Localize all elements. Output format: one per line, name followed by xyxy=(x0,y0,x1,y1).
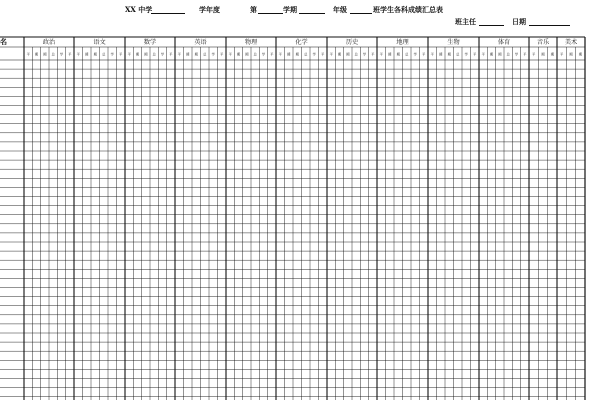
sub-header-label: 平 xyxy=(278,52,282,57)
subject-header: 化学 xyxy=(295,39,308,46)
sub-header-label: 总 xyxy=(506,52,510,57)
sub-header-label: 期 xyxy=(346,52,350,57)
sub-header-label: 期 xyxy=(337,52,342,57)
subject-header: 地理 xyxy=(396,39,409,46)
sub-header-label: 期 xyxy=(34,52,39,57)
sub-header-label: 平 xyxy=(26,52,30,57)
sub-header-label: 平 xyxy=(177,52,181,57)
sub-header-label: 总 xyxy=(102,52,106,57)
date-label: 日期 xyxy=(512,17,526,26)
sub-header-label: 总 xyxy=(456,52,460,57)
school-year-label: 学年度 xyxy=(199,5,220,14)
sub-header-label: 学 xyxy=(464,52,468,57)
sub-header-label: 平 xyxy=(76,52,80,57)
sub-header-label: 期 xyxy=(85,52,89,57)
sub-header-label: 平 xyxy=(169,52,173,57)
sub-header-label: 学 xyxy=(59,52,64,57)
sub-header-label: 平 xyxy=(68,52,72,57)
sub-header-label: 期 xyxy=(287,52,291,57)
sub-header-label: 期 xyxy=(489,52,494,57)
sub-header-label: 学 xyxy=(413,52,417,57)
sub-header-label: 平 xyxy=(127,52,131,57)
sub-header-label: 平 xyxy=(270,52,274,57)
sub-header-label: 总 xyxy=(51,52,55,57)
subject-header: 历史 xyxy=(345,39,359,46)
subject-header: 生物 xyxy=(447,39,460,46)
sub-header-label: 期 xyxy=(550,52,554,57)
sub-header-label: 期 xyxy=(43,52,47,57)
sub-header-label: 平 xyxy=(422,52,426,57)
sub-header-label: 平 xyxy=(371,52,375,57)
sub-header-label: 期 xyxy=(569,52,573,57)
sub-header-label: 学 xyxy=(362,52,367,57)
sub-header-label: 总 xyxy=(354,52,358,57)
sub-header-label: 平 xyxy=(481,52,485,57)
sub-header-label: 期 xyxy=(578,52,582,57)
sub-header-label: 学 xyxy=(312,52,316,57)
sub-header-label: 期 xyxy=(93,52,97,57)
sub-header-label: 期 xyxy=(245,52,249,57)
sub-header-label: 学 xyxy=(110,52,114,57)
sub-header-label: 期 xyxy=(498,52,502,57)
sub-header-label: 平 xyxy=(473,52,477,57)
sub-header-label: 平 xyxy=(379,52,383,57)
sub-header-label: 期 xyxy=(144,52,148,57)
sub-header-label: 期 xyxy=(447,52,451,57)
sub-header-label: 期 xyxy=(194,52,198,57)
sub-header-label: 期 xyxy=(439,52,443,57)
term-prefix: 第 xyxy=(250,5,257,14)
subject-header: 音乐 xyxy=(536,39,550,46)
name-header: 名 xyxy=(0,37,7,46)
subject-header: 英语 xyxy=(194,39,207,46)
sub-header-label: 总 xyxy=(203,52,207,57)
sub-header-label: 学 xyxy=(160,52,165,57)
sub-header-label: 期 xyxy=(396,52,400,57)
sub-header-label: 平 xyxy=(228,52,232,57)
sub-header-label: 期 xyxy=(236,52,241,57)
subject-header: 体育 xyxy=(497,39,511,46)
class-title: 班学生各科成绩汇总表 xyxy=(373,5,443,14)
subject-header: 语文 xyxy=(93,39,106,46)
term-suffix: 学期 xyxy=(283,5,297,14)
subject-header: 物理 xyxy=(244,39,258,46)
sub-header-label: 平 xyxy=(220,52,224,57)
sub-header-label: 平 xyxy=(532,52,536,57)
sub-header-label: 学 xyxy=(261,52,266,57)
sub-header-label: 总 xyxy=(152,52,156,57)
sub-header-label: 期 xyxy=(541,52,545,57)
subject-header: 美术 xyxy=(564,39,578,46)
sub-header-label: 平 xyxy=(560,52,564,57)
sub-header-label: 期 xyxy=(295,52,299,57)
sub-header-label: 平 xyxy=(430,52,434,57)
sub-header-label: 学 xyxy=(514,52,519,57)
sub-header-label: 期 xyxy=(135,52,140,57)
school-name: XX 中学 xyxy=(125,5,153,14)
sub-header-label: 平 xyxy=(119,52,123,57)
sub-header-label: 总 xyxy=(304,52,308,57)
head-teacher-label: 班主任 xyxy=(455,17,476,26)
sub-header-label: 平 xyxy=(523,52,527,57)
sub-header-label: 学 xyxy=(211,52,215,57)
sub-header-label: 总 xyxy=(253,52,257,57)
subject-header: 政治 xyxy=(42,39,56,46)
subject-header: 数学 xyxy=(143,39,157,46)
sub-header-label: 期 xyxy=(388,52,392,57)
sub-header-label: 平 xyxy=(329,52,333,57)
grade-label: 年级 xyxy=(333,5,347,14)
sub-header-label: 期 xyxy=(186,52,190,57)
sub-header-label: 总 xyxy=(405,52,409,57)
sub-header-label: 平 xyxy=(321,52,325,57)
